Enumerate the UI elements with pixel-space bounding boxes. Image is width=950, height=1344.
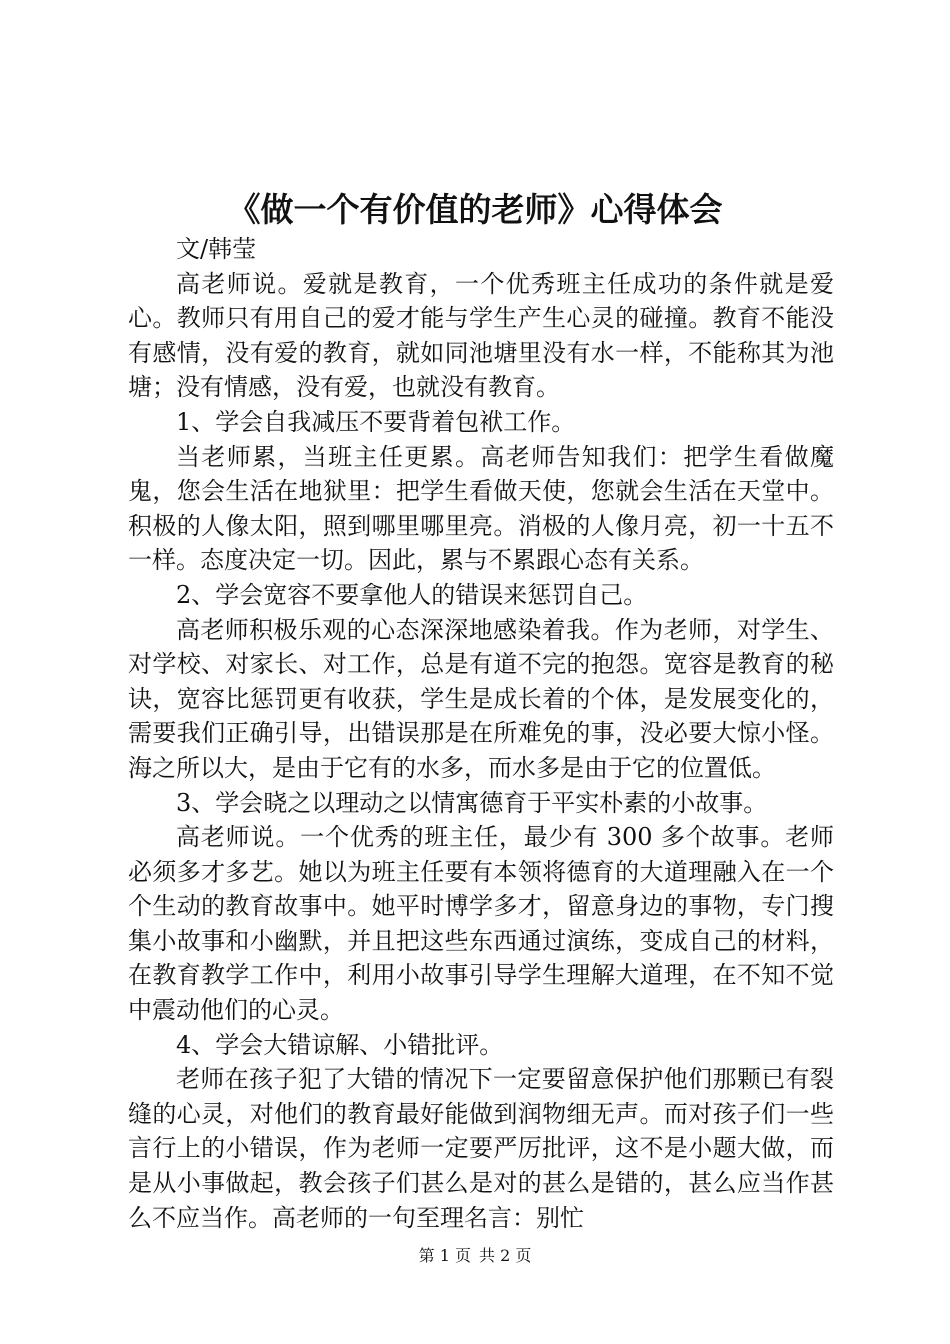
paragraph: 高老师积极乐观的心态深深地感染着我。作为老师，对学生、对学校、对家长、对工作，总是有道不完的抱怨。宽容是教育的秘诀，宽容比惩罚更有收获，学生是成长着的个体，是发展变化的，需要我们正确引导，出错误那是在所难免的事，没必要大惊小怪。海之所以大，是由于它有的水多，而水多是由于它的位置低。 (128, 615, 834, 782)
paragraph: 当老师累，当班主任更累。高老师告知我们：把学生看做魔鬼，您会生活在地狱里：把学生看做天使，您就会生活在天堂中。积极的人像太阳，照到哪里哪里亮。消极的人像月亮，初一十五不一样。态度决定一切。因此，累与不累跟心态有关系。 (128, 442, 834, 575)
page-footer (0, 1245, 950, 1267)
paragraph: 高老师说。爱就是教育，一个优秀班主任成功的条件就是爱心。教师只有用自己的爱才能与学生产生心灵的碰撞。教育不能没有感情，没有爱的教育，就如同池塘里没有水一样，不能称其为池塘；没有情感，没有爱，也就没有教育。 (128, 269, 834, 402)
document-title: 《做一个有价值的老师》心得体会 (227, 190, 723, 229)
section-heading: 3、学会晓之以理动之以情寓德育于平实朴素的小故事。 (176, 788, 768, 817)
section-heading: 1、学会自我减压不要背着包袱工作。 (176, 407, 576, 436)
document-body (128, 232, 834, 1235)
paragraph: 高老师说。一个优秀的班主任，最少有 300 多个故事。老师必须多才多艺。她以为班主任要有本领将德育的大道理融入在一个个生动的教育故事中。她平时博学多才，留意身边的事物，专门搜集小故事和小幽默，并且把这些东西通过演练，变成自己的材料，在教育教学工作中，利用小故事引导学生理解大道理，在不知不觉中震动他们的心灵。 (128, 823, 834, 1025)
section-heading: 4、学会大错谅解、小错批评。 (176, 1030, 504, 1059)
section-heading: 2、学会宽容不要拿他人的错误来惩罚自己。 (176, 580, 648, 609)
page-total: 共 2 页 (479, 1246, 532, 1265)
author-line: 文/韩莹 (176, 235, 257, 263)
paragraph: 老师在孩子犯了大错的情况下一定要留意保护他们那颗已有裂缝的心灵，对他们的教育最好能做到润物细无声。而对孩子们一些言行上的小错误，作为老师一定要严厉批评，这不是小题大做，而是从小事做起，教会孩子们甚么是对的甚么是错的，甚么应当作甚么不应当作。高老师的一句至理名言：别忙 (128, 1065, 834, 1232)
page-number: 第 1 页 (418, 1246, 471, 1265)
